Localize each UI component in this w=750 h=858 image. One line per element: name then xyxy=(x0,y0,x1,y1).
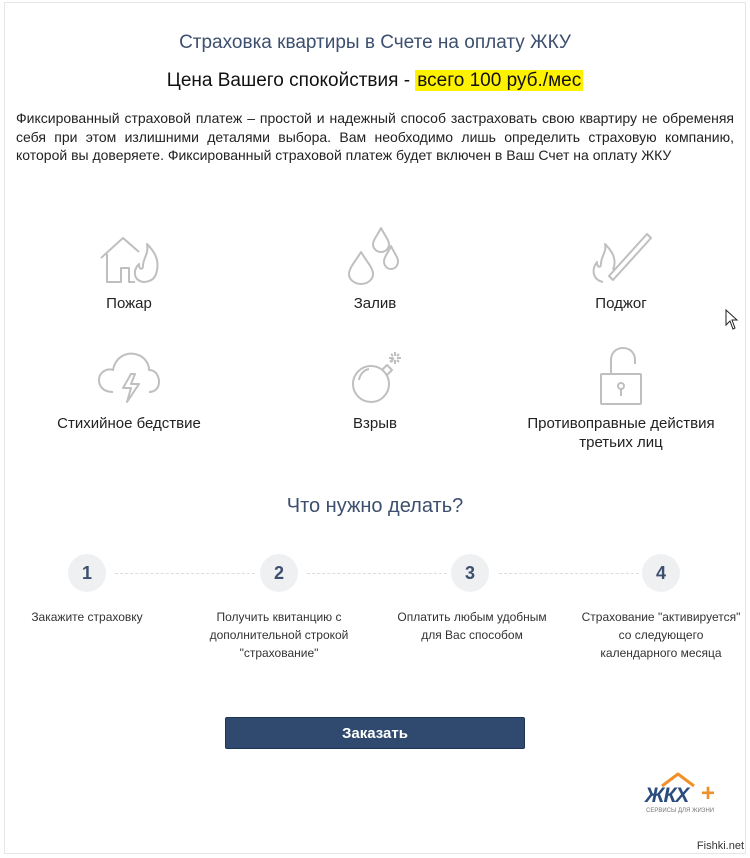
risk-label: Стихийное бедствие xyxy=(57,415,201,432)
step-connector xyxy=(499,573,639,574)
risk-label: Противоправные действия третьих лиц xyxy=(527,415,715,451)
logo-plus: + xyxy=(701,780,716,807)
logo-tagline: СЕРВИСЫ ДЛЯ ЖИЗНИ xyxy=(646,808,715,814)
steps-title: Что нужно делать? xyxy=(286,495,464,517)
order-button[interactable]: Заказать xyxy=(225,717,525,749)
match-icon xyxy=(589,226,653,286)
logo-brand: ЖКХ xyxy=(645,784,689,807)
risk-explosion xyxy=(260,346,490,433)
house-fire-icon xyxy=(97,226,161,286)
step-text: Оплатить любым удобным для Вас способом xyxy=(397,610,547,642)
risk-natural-disaster xyxy=(14,346,244,433)
step-number: 1 xyxy=(68,554,106,592)
watermark: Fishki.net xyxy=(696,840,744,852)
risk-label: Пожар xyxy=(106,295,152,312)
mouse-cursor-icon xyxy=(725,309,739,331)
bomb-icon xyxy=(343,346,407,406)
risk-label: Взрыв xyxy=(353,415,397,432)
price-subtitle xyxy=(0,70,750,92)
risk-unlawful-actions xyxy=(506,346,736,452)
risk-label: Поджог xyxy=(595,295,647,312)
step-text: Страхование "активируется" со следующего календарного месяца xyxy=(581,610,741,660)
subtitle-prefix: Цена Вашего спокойствия - xyxy=(166,70,416,91)
description-text: Фиксированный страховой платеж – простой и надежный способ застраховать свою квартиру не обременяя себя при этом излишними деталями выбора. Вам необходимо лишь определить страховую компанию, которой вы доверяете. Фиксированный страховой платеж будет включен в Ваш Счет на оплату ЖКУ xyxy=(16,110,734,163)
step-number: 4 xyxy=(642,554,680,592)
step-text: Получить квитанцию с дополнительной строкой "страхование" xyxy=(209,610,349,660)
risk-arson xyxy=(506,226,736,313)
step-number: 2 xyxy=(260,554,298,592)
page-title: Страховка квартиры в Счете на оплату ЖКУ xyxy=(179,32,571,53)
step-connector xyxy=(307,573,447,574)
water-drops-icon xyxy=(343,226,407,286)
risk-water xyxy=(260,226,490,313)
price-highlight: всего 100 руб./мес xyxy=(417,70,582,91)
zhkh-plus-logo xyxy=(640,770,720,820)
storm-cloud-icon xyxy=(97,346,161,406)
step-connector xyxy=(115,573,255,574)
open-padlock-icon xyxy=(589,346,653,406)
risk-label: Залив xyxy=(353,295,397,312)
step-number: 3 xyxy=(451,554,489,592)
risk-fire xyxy=(14,226,244,313)
step-text: Закажите страховку xyxy=(31,610,143,624)
